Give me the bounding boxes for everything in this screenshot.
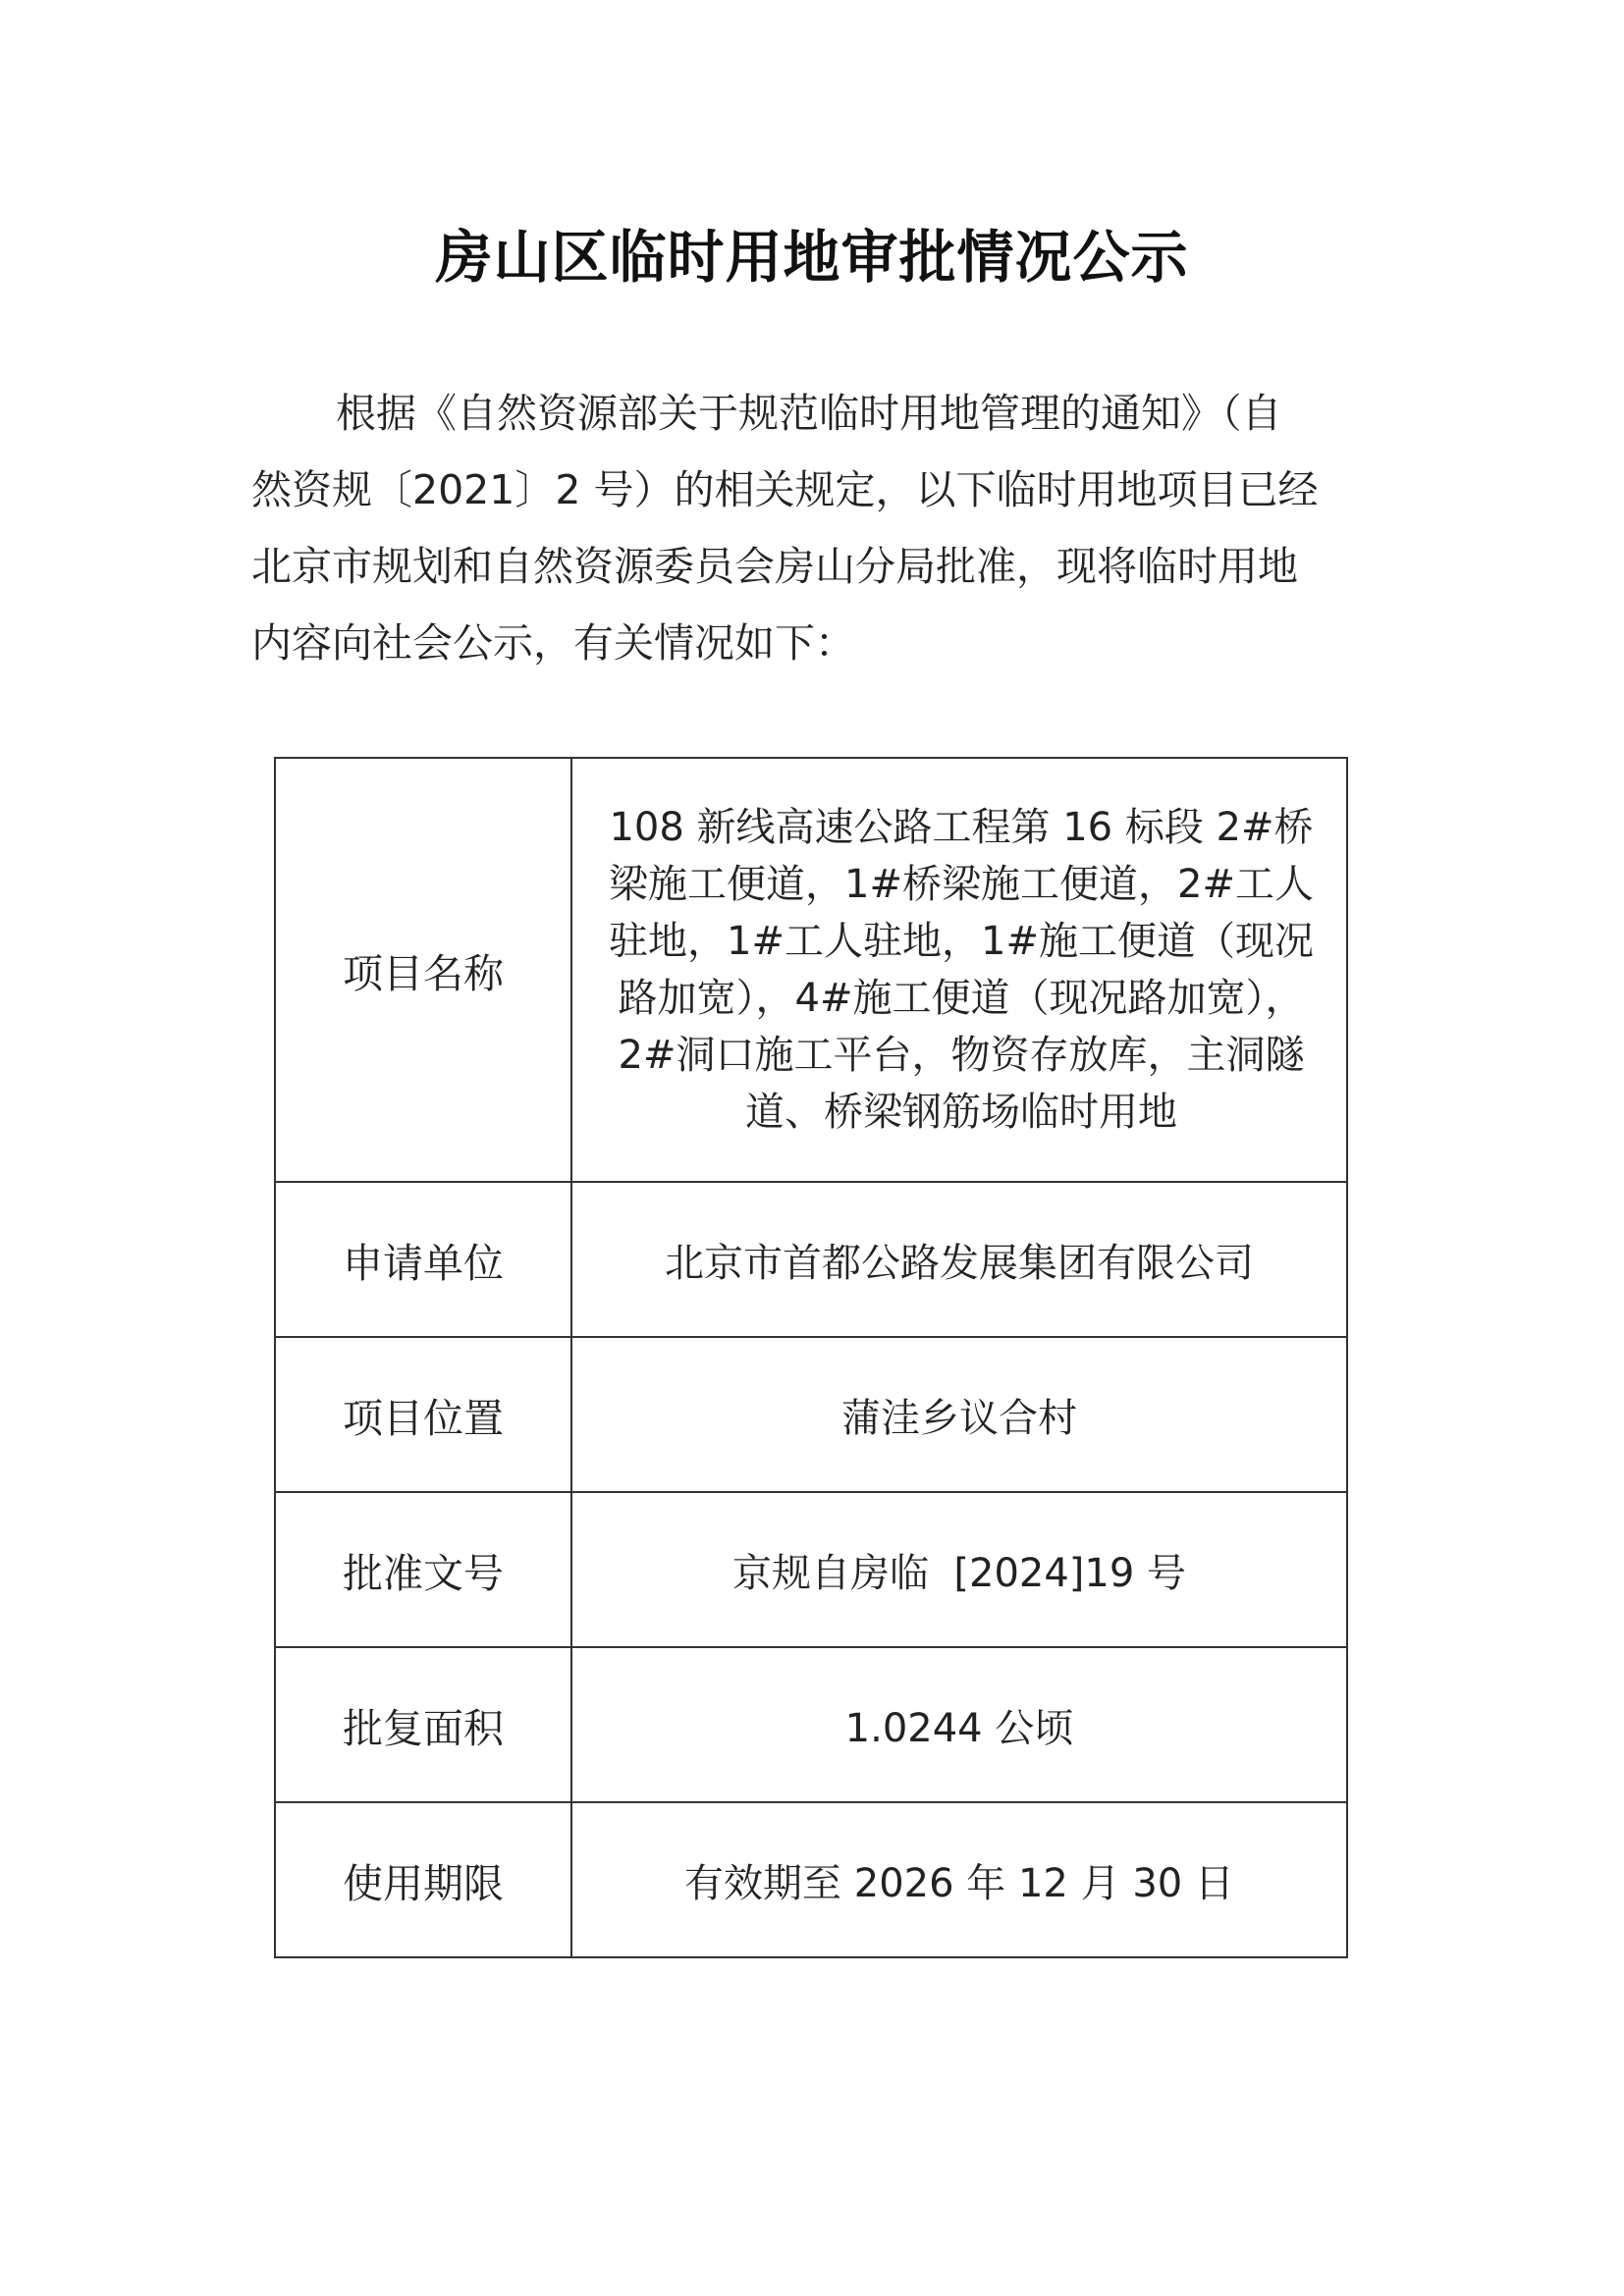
intro-line: 根据《自然资源部关于规范临时用地管理的通知》（自 — [336, 390, 1282, 437]
table-row-approved-area — [275, 1647, 1347, 1802]
intro-paragraph — [251, 375, 1400, 681]
term-value: 有效期至 2026 年 12 月 30 日 — [571, 1802, 1347, 1957]
table-row-term — [275, 1802, 1347, 1957]
table-row-approval-number — [275, 1492, 1347, 1647]
project-name-line: 驻地，1#工人驻地，1#施工便道（现况 — [609, 919, 1314, 964]
intro-line: 北京市规划和自然资源委员会房山分局批准，现将临时用地 — [251, 543, 1298, 590]
project-name-line: 108 新线高速公路工程第 16 标段 2#桥 — [609, 805, 1314, 850]
document-title: 房山区临时用地审批情况公示 — [435, 224, 1189, 291]
table-row-applicant — [275, 1182, 1347, 1337]
approval-number-value: 京规自房临 [2024]19 号 — [571, 1492, 1347, 1647]
row-label: 使用期限 — [275, 1802, 571, 1957]
table-row-location — [275, 1337, 1347, 1492]
intro-line: 内容向社会公示，有关情况如下： — [251, 619, 855, 667]
row-label: 批复面积 — [275, 1647, 571, 1802]
table-row-project-name — [275, 758, 1347, 1182]
project-name-value — [571, 758, 1347, 1182]
row-label: 项目名称 — [275, 758, 571, 1182]
row-label: 批准文号 — [275, 1492, 571, 1647]
intro-line: 然资规〔2021〕2 号）的相关规定，以下临时用地项目已经 — [251, 466, 1319, 513]
location-value: 蒲洼乡议合村 — [571, 1337, 1347, 1492]
approved-area-value: 1.0244 公顷 — [571, 1647, 1347, 1802]
row-label: 项目位置 — [275, 1337, 571, 1492]
project-name-line: 道、桥梁钢筋场临时用地 — [745, 1090, 1177, 1135]
applicant-value: 北京市首都公路发展集团有限公司 — [571, 1182, 1347, 1337]
project-name-line: 梁施工便道，1#桥梁施工便道，2#工人 — [609, 862, 1314, 907]
approval-info-table — [274, 757, 1348, 1958]
project-name-line: 路加宽），4#施工便道（现况路加宽）， — [618, 976, 1305, 1021]
project-name-line: 2#洞口施工平台，物资存放库，主洞隧 — [618, 1033, 1305, 1078]
row-label: 申请单位 — [275, 1182, 571, 1337]
